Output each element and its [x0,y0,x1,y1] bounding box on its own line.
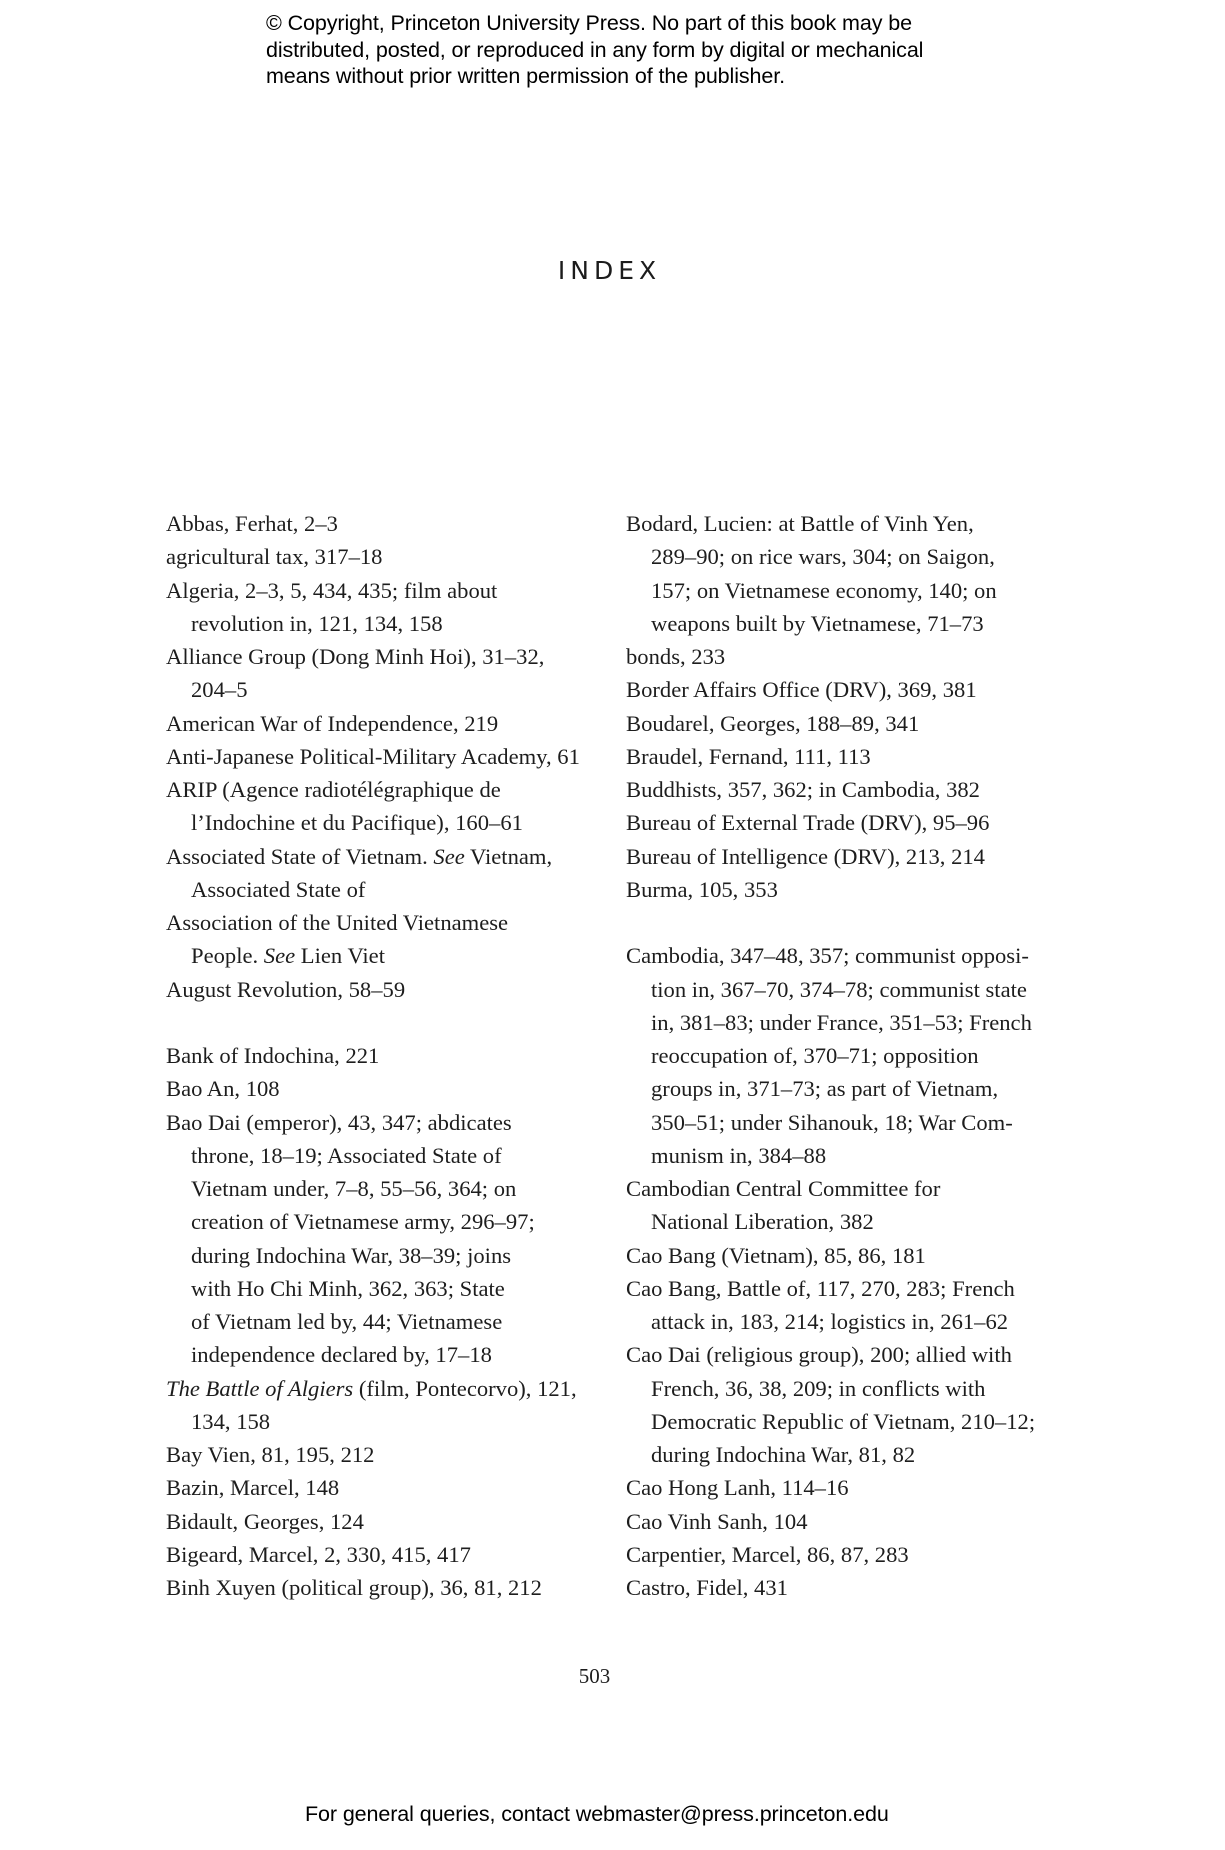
entry-text: Castro, Fidel, 431 [626,1575,788,1600]
index-entry-continuation [626,1205,1056,1238]
index-entry [626,507,1056,640]
index-entry-line [166,574,586,607]
index-entry-line [626,1571,1056,1604]
entry-text: Burma, 105, 353 [626,876,778,902]
entry-text: French, 36, 38, 209; in conflicts with [651,1375,986,1401]
index-entry [626,707,1056,740]
index-entry-continuation [626,574,1056,607]
index-entry [166,640,586,707]
index-entry-line [626,773,1056,806]
entry-text: Cao Bang (Vietnam), 85, 86, 181 [626,1242,926,1268]
index-entry-continuation [166,673,586,706]
entry-text: (film, Pontecorvo), 121, [353,1375,577,1401]
index-entry-line [166,507,586,540]
index-entry [626,673,1056,706]
entry-text: with Ho Chi Minh, 362, 363; State [191,1275,505,1301]
index-column-right [626,507,1056,1604]
index-entry-continuation [166,1272,586,1305]
letter-group-gap [166,1006,586,1039]
index-entry-line [166,840,586,873]
entry-text: attack in, 183, 214; logistics in, 261–62 [651,1309,1009,1334]
index-entry [626,773,1056,806]
index-entry-line [166,707,586,740]
index-entry [166,1438,586,1471]
index-entry [166,973,586,1006]
index-entry-continuation [626,1072,1056,1105]
index-entry-line [626,1172,1056,1205]
entry-text: Bay Vien, 81, 195, 212 [166,1442,375,1467]
italic-text: The Battle of Algiers [166,1375,354,1401]
entry-text: Carpentier, Marcel, 86, 87, 283 [626,1541,909,1567]
index-entry-continuation [626,973,1056,1006]
entry-text: Bazin, Marcel, 148 [166,1475,340,1501]
letter-group-gap [626,906,1056,939]
index-entry-continuation [626,1006,1056,1039]
index-entry-continuation [626,540,1056,573]
index-entry-line [626,507,1056,540]
entry-text: August Revolution, 58–59 [166,976,406,1002]
entry-text: 134, 158 [191,1408,271,1434]
index-entry-line [626,1471,1056,1504]
index-entry-line [166,773,586,806]
index-entry [626,640,1056,673]
entry-text: bonds, 233 [626,644,726,669]
index-entry [166,1471,586,1504]
index-entry [166,1106,586,1372]
entry-text: 204–5 [191,677,248,703]
entry-text: Cao Dai (religious group), 200; allied with [626,1342,1012,1368]
entry-text: Democratic Republic of Vietnam, 210–12; [651,1408,1036,1434]
index-entry-line [166,740,586,773]
entry-text: Abbas, Ferhat, 2–3 [166,511,338,536]
index-entry [626,1538,1056,1571]
entry-text: during Indochina War, 38–39; joins [191,1242,512,1268]
page-title-text: INDEX [557,256,662,285]
index-entry-continuation [626,1039,1056,1072]
index-entry-continuation [166,1305,586,1338]
index-entry [166,740,586,773]
entry-text: Binh Xuyen (political group), 36, 81, 212 [166,1575,542,1600]
index-entry [626,1471,1056,1504]
entry-text: Cao Vinh Sanh, 104 [626,1508,808,1534]
entry-text: Buddhists, 357, 362; in Cambodia, 382 [626,777,980,802]
index-entry-line [166,1571,586,1604]
index-entry [166,707,586,740]
index-entry-line [166,1538,586,1571]
index-entry-line [626,1239,1056,1272]
italic-text: See [263,943,296,969]
entry-text: Association of the United Vietnamese [166,910,509,935]
entry-text: Bao An, 108 [166,1076,280,1102]
index-entry-line [626,1505,1056,1538]
index-entry-continuation [166,1338,586,1371]
entry-text: Algeria, 2–3, 5, 434, 435; film about [166,577,498,603]
index-entry-line [626,740,1056,773]
index-entry-continuation [626,1438,1056,1471]
page-number-text: 503 [578,1664,611,1688]
index-entry-continuation [626,1405,1056,1438]
copyright-line: means without prior written permission of the publisher. [266,64,786,88]
index-entry-continuation [166,607,586,640]
entry-text: Bigeard, Marcel, 2, 330, 415, 417 [166,1541,471,1567]
index-entry-line [626,640,1056,673]
page-number [0,1664,1225,1689]
index-entry-continuation [166,1405,586,1438]
entry-text: Bidault, Georges, 124 [166,1508,364,1534]
entry-text: Bank of Indochina, 221 [166,1043,380,1068]
index-entry [626,1272,1056,1339]
index-entry-continuation [166,939,586,972]
index-entry-continuation [626,607,1056,640]
entry-text: Border Affairs Office (DRV), 369, 381 [626,677,977,703]
entry-text: Lien Viet [295,943,385,969]
index-entry-line [166,1471,586,1504]
index-entry-line [626,939,1056,972]
index-entry-line [626,673,1056,706]
entry-text: People. [191,943,264,969]
footer-contact: For general queries, contact webmaster@press.princeton.edu [305,1802,889,1826]
index-entry [166,540,586,573]
index-entry-line [166,540,586,573]
index-entry-line [626,840,1056,873]
index-entry-line [166,1438,586,1471]
entry-text: Bodard, Lucien: at Battle of Vinh Yen, [626,511,974,536]
index-entry [166,773,586,840]
index-entry-line [166,640,586,673]
index-entry-continuation [626,1139,1056,1172]
index-entry-line [166,1505,586,1538]
index-entry [166,1039,586,1072]
entry-text: 289–90; on rice wars, 304; on Saigon, [651,544,995,570]
copyright-line: distributed, posted, or reproduced in any form by digital or mechanical [266,37,924,62]
entry-text: agricultural tax, 317–18 [166,544,383,570]
entry-text: Bureau of Intelligence (DRV), 213, 214 [626,843,985,869]
index-column-left [166,507,586,1604]
entry-text: Cambodian Central Committee for [626,1176,941,1201]
entry-text: ARIP (Agence radiotélégraphique de [166,777,501,802]
index-entry [626,1505,1056,1538]
index-entry [626,873,1056,906]
index-entry-line [626,1272,1056,1305]
index-entry [166,1505,586,1538]
entry-text: Vietnam, [464,843,553,869]
index-entry-continuation [166,873,586,906]
index-entry [166,574,586,641]
copyright-line: © Copyright, Princeton University Press. No part of this book may be [266,11,912,35]
entry-text: in, 381–83; under France, 351–53; French [651,1009,1032,1035]
index-entry-continuation [166,806,586,839]
entry-text: National Liberation, 382 [651,1209,874,1235]
entry-text: Vietnam under, 7–8, 55–56, 364; on [191,1176,517,1201]
entry-text: Associated State of [191,876,366,902]
index-entry [626,1338,1056,1471]
index-entry-continuation [166,1139,586,1172]
entry-text: reoccupation of, 370–71; opposition [651,1043,979,1068]
index-entry-continuation [626,1106,1056,1139]
index-entry-continuation [166,1239,586,1272]
index-entry [166,840,586,907]
entry-text: Boudarel, Georges, 188–89, 341 [626,710,920,736]
index-entry-line [626,1338,1056,1371]
index-entry [626,740,1056,773]
entry-text: independence declared by, 17–18 [191,1342,492,1368]
entry-text: groups in, 371–73; as part of Vietnam, [651,1076,999,1102]
entry-text: weapons built by Vietnamese, 71–73 [651,610,984,636]
index-entry [626,1571,1056,1604]
index-entry [626,939,1056,1172]
index-entry-continuation [166,1205,586,1238]
entry-text: during Indochina War, 81, 82 [651,1442,916,1467]
index-entry [166,1372,586,1439]
index-entry-line [166,1072,586,1105]
index-entry [166,1538,586,1571]
entry-text: Associated State of Vietnam. [166,843,434,869]
index-entry-line [626,806,1056,839]
index-entry [166,1072,586,1105]
index-entry-line [626,707,1056,740]
entry-text: tion in, 367–70, 374–78; communist state [651,976,1027,1002]
index-entry [626,1172,1056,1239]
entry-text: Anti-Japanese Political-Military Academy, 61 [166,743,580,769]
index-entry-line [166,906,586,939]
page-title [0,256,1225,285]
copyright-notice [266,10,1006,90]
index-entry-line [166,1372,586,1405]
italic-text: See [433,843,465,869]
entry-text: American War of Independence, 219 [166,710,499,736]
entry-text: revolution in, 121, 134, 158 [191,610,443,636]
entry-text: Alliance Group (Dong Minh Hoi), 31–32, [166,644,545,669]
entry-text: 350–51; under Sihanouk, 18; War Com- [651,1109,1013,1135]
entry-text: creation of Vietnamese army, 296–97; [191,1209,535,1235]
entry-text: Bureau of External Trade (DRV), 95–96 [626,810,990,836]
entry-text: Braudel, Fernand, 111, 113 [626,743,871,769]
entry-text: Cao Bang, Battle of, 117, 270, 283; French [626,1275,1015,1301]
entry-text: Cao Hong Lanh, 114–16 [626,1475,849,1501]
entry-text: Cambodia, 347–48, 357; communist opposi- [626,943,1029,969]
index-entry [626,840,1056,873]
index-entry [626,806,1056,839]
entry-text: throne, 18–19; Associated State of [191,1142,502,1168]
entry-text: Bao Dai (emperor), 43, 347; abdicates [166,1109,512,1135]
index-entry [166,1571,586,1604]
index-entry-line [166,1039,586,1072]
index-entry-continuation [626,1372,1056,1405]
index-entry [166,507,586,540]
index-entry-line [626,873,1056,906]
index-entry-continuation [626,1305,1056,1338]
index-entry-line [166,973,586,1006]
index-entry-continuation [166,1172,586,1205]
index-entry-line [626,1538,1056,1571]
entry-text: l’Indochine et du Pacifique), 160–61 [191,810,523,836]
entry-text: 157; on Vietnamese economy, 140; on [651,577,997,603]
index-entry [626,1239,1056,1272]
index-entry [166,906,586,973]
index-entry-line [166,1106,586,1139]
entry-text: munism in, 384–88 [651,1142,827,1168]
entry-text: of Vietnam led by, 44; Vietnamese [191,1309,503,1334]
